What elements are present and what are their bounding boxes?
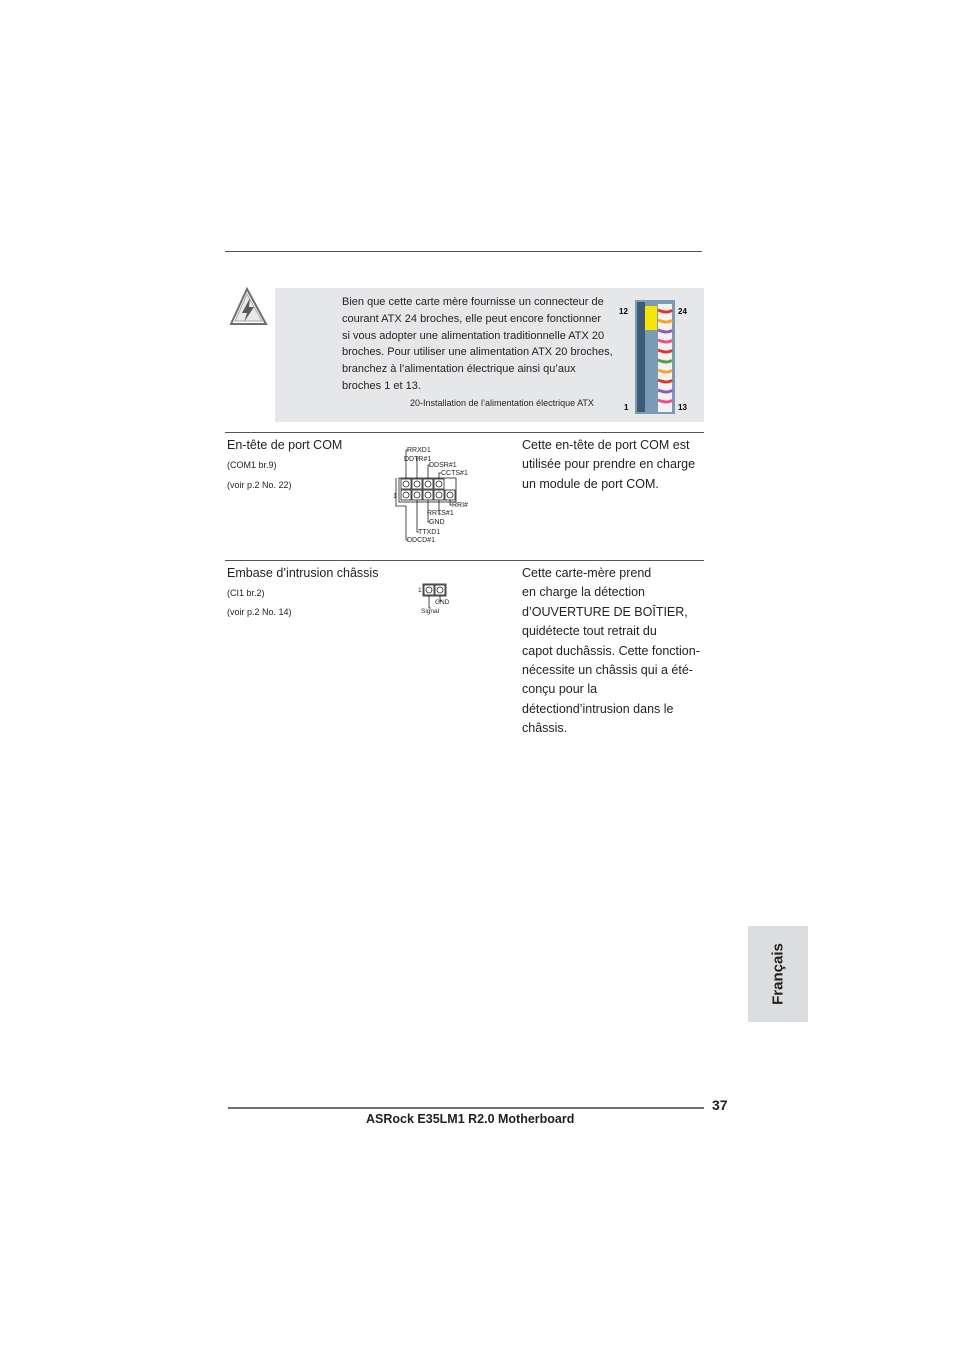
com-desc-line: un module de port COM. <box>522 476 659 491</box>
pin-ddtr1: DDTR#1 <box>404 456 432 463</box>
page-number: 37 <box>712 1097 728 1113</box>
pin-ddcd1: DDCD#1 <box>407 537 436 544</box>
com-sub-ref: (voir p.2 No. 22) <box>227 480 292 490</box>
pin-ddsr1: DDSR#1 <box>429 462 457 469</box>
pin-ccts1: CCTS#1 <box>441 470 468 477</box>
ci-desc-line: en charge la détection <box>522 585 646 600</box>
pin-label-12: 12 <box>619 307 628 316</box>
note-line: Bien que cette carte mère fournisse un connecteur de <box>342 296 604 308</box>
pin-label-1: 1 <box>624 403 629 412</box>
top-rule <box>225 251 702 252</box>
pin-ttxd1: TTXD1 <box>418 529 441 536</box>
ci-sub-pins: (CI1 br.2) <box>227 588 265 598</box>
com-desc-line: utilisée pour prendre en charge <box>522 457 696 472</box>
language-tab <box>748 926 808 1022</box>
note-line: broches 1 et 13. <box>342 379 421 392</box>
note-text <box>342 294 627 395</box>
ci-desc-line: capot duchâssis. Cette fonction- <box>522 643 700 658</box>
ci-desc-line: nécessite un châssis qui a été- <box>522 663 693 678</box>
pin-one: 1 <box>393 493 397 500</box>
com-sub-pins: (COM1 br.9) <box>227 460 277 470</box>
pin-rri: RRI# <box>452 502 468 509</box>
footer-rule <box>228 1107 704 1109</box>
ci-desc-line: Cette carte-mère prend <box>522 566 652 580</box>
language-tab-label: Français <box>769 943 787 1005</box>
ci-desc-line: détectiond’intrusion dans le <box>522 701 674 716</box>
ci-desc-line: châssis. <box>522 721 568 736</box>
pin-rrxd1: RRXD1 <box>407 447 431 454</box>
note-line: si vous adopter une alimentation traditionnelle ATX 20 <box>342 329 605 342</box>
note-line: branchez à l’alimentation électrique ainsi qu’aux <box>342 363 576 376</box>
com-section-rule <box>225 432 704 433</box>
com-title: En-tête de port COM <box>227 438 343 452</box>
warning-icon <box>227 286 269 328</box>
ci-pin-signal: Signal <box>421 608 440 615</box>
ci-desc-line: d’OUVERTURE DE BOÎTIER, <box>522 604 688 619</box>
atx-connector-photo <box>618 298 692 418</box>
pin-label-13: 13 <box>678 403 687 412</box>
pin-rrts1: RRTS#1 <box>427 510 454 517</box>
ci-sub-ref: (voir p.2 No. 14) <box>227 607 292 617</box>
note-caption: 20-Installation de l’alimentation électrique ATX <box>410 398 594 408</box>
ci-pin-diagram <box>416 582 460 616</box>
note-line: courant ATX 24 broches, elle peut encore fonctionner <box>342 312 602 325</box>
ci-pin-gnd: GND <box>435 599 450 606</box>
pin-label-24: 24 <box>678 307 687 316</box>
ci-description <box>522 564 712 739</box>
com-desc-line: Cette en-tête de port COM est <box>522 438 690 452</box>
ci-desc-line: quidétecte tout retrait du <box>522 624 657 639</box>
com-pin-diagram <box>392 444 482 546</box>
ci-section-rule <box>225 560 704 561</box>
com-description <box>522 436 712 494</box>
ci-title: Embase d’intrusion châssis <box>227 566 379 580</box>
ci-desc-line: conçu pour la <box>522 682 598 697</box>
note-line: broches. Pour utiliser une alimentation ATX 20 broches, <box>342 346 613 359</box>
footer-product: ASRock E35LM1 R2.0 Motherboard <box>366 1112 575 1126</box>
pin-gnd: GND <box>429 519 445 526</box>
ci-pin-one: 1 <box>418 587 422 594</box>
